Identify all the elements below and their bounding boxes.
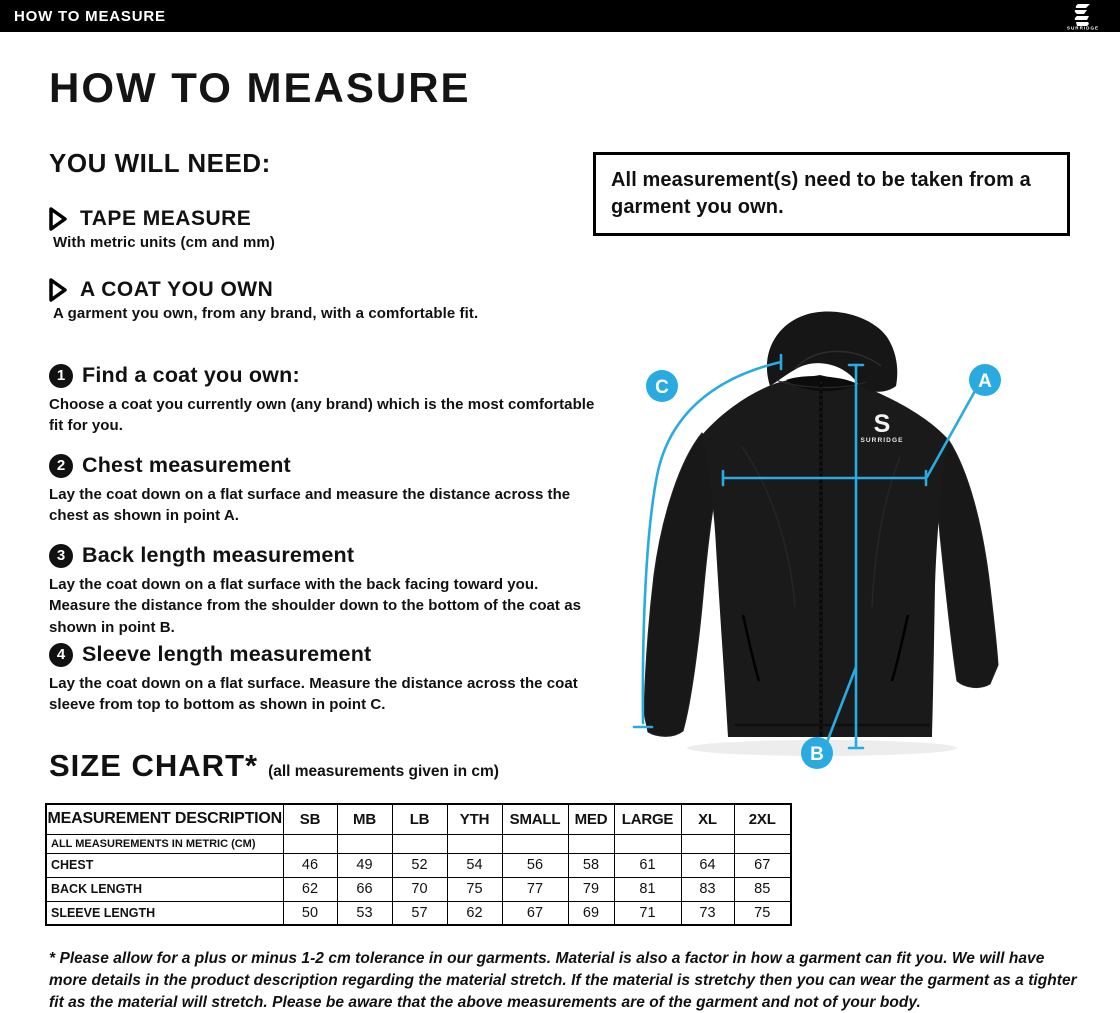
size-chart-subtitle: (all measurements given in cm) bbox=[268, 763, 499, 780]
empty-cell bbox=[447, 834, 502, 853]
column-header: MB bbox=[337, 804, 392, 834]
need-item-tape-measure bbox=[49, 207, 589, 251]
jacket-diagram-svg bbox=[590, 285, 1120, 800]
table-row-sleeve-length bbox=[46, 901, 791, 925]
step-2 bbox=[49, 453, 599, 527]
value-cell: 46 bbox=[283, 853, 337, 877]
table-row-back-length bbox=[46, 877, 791, 901]
step-number-badge: 4 bbox=[49, 643, 73, 667]
need-item-description: A garment you own, from any brand, with a comfortable fit. bbox=[53, 305, 479, 322]
value-cell: 75 bbox=[734, 901, 791, 925]
empty-cell bbox=[614, 834, 681, 853]
value-cell: 73 bbox=[681, 901, 734, 925]
column-header: XL bbox=[681, 804, 734, 834]
step-title: Find a coat you own: bbox=[82, 363, 300, 387]
value-cell: 85 bbox=[734, 877, 791, 901]
empty-cell bbox=[337, 834, 392, 853]
row-label: BACK LENGTH bbox=[46, 877, 283, 901]
column-header: YTH bbox=[447, 804, 502, 834]
callout-box bbox=[593, 152, 1070, 236]
column-header: LARGE bbox=[614, 804, 681, 834]
column-header: SB bbox=[283, 804, 337, 834]
value-cell: 70 bbox=[392, 877, 447, 901]
surridge-s-icon bbox=[1060, 3, 1106, 30]
step-1 bbox=[49, 363, 599, 437]
empty-cell bbox=[502, 834, 568, 853]
column-header: LB bbox=[392, 804, 447, 834]
top-bar-title: HOW TO MEASURE bbox=[14, 7, 166, 25]
value-cell: 77 bbox=[502, 877, 568, 901]
marker-a-label: A bbox=[978, 371, 992, 392]
need-item-description: With metric units (cm and mm) bbox=[53, 234, 275, 251]
row-label: CHEST bbox=[46, 853, 283, 877]
need-item-label: A COAT YOU OWN bbox=[80, 278, 274, 301]
step-4 bbox=[49, 642, 599, 716]
play-triangle-icon bbox=[49, 207, 68, 231]
jacket-logo-wordmark: SURRIDGE bbox=[860, 437, 904, 444]
page-title: HOW TO MEASURE bbox=[49, 64, 471, 111]
surridge-logo-text: SURRIDGE bbox=[1066, 25, 1100, 30]
table-note-row bbox=[46, 834, 791, 853]
tolerance-footnote: * Please allow for a plus or minus 1-2 cm tolerance in our garments. Material is also a factor in how a garment can fit you. We will have more details in the product description regarding the material stretch. If the material is stretchy then you can wear the garment as a tighter fit as the material will stretch. Please be aware that the above measurements are of the garment and not of your body. bbox=[49, 950, 1077, 1011]
value-cell: 62 bbox=[447, 901, 502, 925]
empty-cell bbox=[734, 834, 791, 853]
value-cell: 53 bbox=[337, 901, 392, 925]
value-cell: 56 bbox=[502, 853, 568, 877]
need-item-label: TAPE MEASURE bbox=[80, 207, 252, 230]
value-cell: 49 bbox=[337, 853, 392, 877]
table-header-row bbox=[46, 804, 791, 834]
row-label: SLEEVE LENGTH bbox=[46, 901, 283, 925]
step-number-badge: 3 bbox=[49, 544, 73, 568]
column-header: MEASUREMENT DESCRIPTION bbox=[46, 804, 283, 834]
step-description: Choose a coat you currently own (any brand) which is the most comfortable fit for you. bbox=[49, 396, 595, 435]
value-cell: 71 bbox=[614, 901, 681, 925]
empty-cell bbox=[392, 834, 447, 853]
empty-cell bbox=[568, 834, 614, 853]
value-cell: 83 bbox=[681, 877, 734, 901]
jacket-body bbox=[702, 375, 948, 737]
play-triangle-icon bbox=[49, 278, 68, 302]
need-item-coat bbox=[49, 278, 589, 322]
value-cell: 57 bbox=[392, 901, 447, 925]
step-title: Back length measurement bbox=[82, 543, 355, 567]
step-number-badge: 1 bbox=[49, 364, 73, 388]
value-cell: 58 bbox=[568, 853, 614, 877]
step-title: Chest measurement bbox=[82, 453, 291, 477]
column-header: MED bbox=[568, 804, 614, 834]
step-description: Lay the coat down on a flat surface. Measure the distance across the coat sleeve from top to bottom as shown in point C. bbox=[49, 675, 578, 714]
surridge-logo-icon bbox=[1060, 3, 1106, 30]
marker-c-label: C bbox=[655, 377, 669, 398]
value-cell: 81 bbox=[614, 877, 681, 901]
you-will-need-heading: YOU WILL NEED: bbox=[49, 148, 271, 178]
size-chart-table bbox=[45, 803, 792, 926]
top-bar bbox=[0, 0, 1120, 32]
value-cell: 75 bbox=[447, 877, 502, 901]
value-cell: 69 bbox=[568, 901, 614, 925]
size-chart-title: SIZE CHART* bbox=[49, 748, 259, 783]
jacket-logo-s: S bbox=[873, 410, 891, 438]
step-title: Sleeve length measurement bbox=[82, 642, 372, 666]
value-cell: 67 bbox=[734, 853, 791, 877]
value-cell: 66 bbox=[337, 877, 392, 901]
step-description: Lay the coat down on a flat surface and measure the distance across the chest as shown in point A. bbox=[49, 486, 571, 525]
value-cell: 50 bbox=[283, 901, 337, 925]
column-header: 2XL bbox=[734, 804, 791, 834]
step-description: Lay the coat down on a flat surface with the back facing toward you. Measure the distance from the shoulder down to the bottom of the coat as shown in point B. bbox=[49, 576, 581, 636]
jacket-illustration bbox=[644, 312, 998, 737]
table-row-chest bbox=[46, 853, 791, 877]
callout-text: All measurement(s) need to be taken from a garment you own. bbox=[611, 169, 1031, 218]
size-chart-heading-row bbox=[49, 748, 499, 784]
value-cell: 79 bbox=[568, 877, 614, 901]
value-cell: 62 bbox=[283, 877, 337, 901]
value-cell: 54 bbox=[447, 853, 502, 877]
empty-cell bbox=[681, 834, 734, 853]
column-header: SMALL bbox=[502, 804, 568, 834]
value-cell: 67 bbox=[502, 901, 568, 925]
step-3 bbox=[49, 543, 599, 638]
empty-cell bbox=[283, 834, 337, 853]
jacket-measurement-diagram bbox=[590, 285, 1120, 800]
metric-note-cell: ALL MEASUREMENTS IN METRIC (CM) bbox=[46, 834, 283, 853]
marker-b-label: B bbox=[810, 744, 824, 765]
value-cell: 61 bbox=[614, 853, 681, 877]
step-number-badge: 2 bbox=[49, 454, 73, 478]
value-cell: 64 bbox=[681, 853, 734, 877]
jacket-right-sleeve bbox=[938, 439, 998, 688]
value-cell: 52 bbox=[392, 853, 447, 877]
